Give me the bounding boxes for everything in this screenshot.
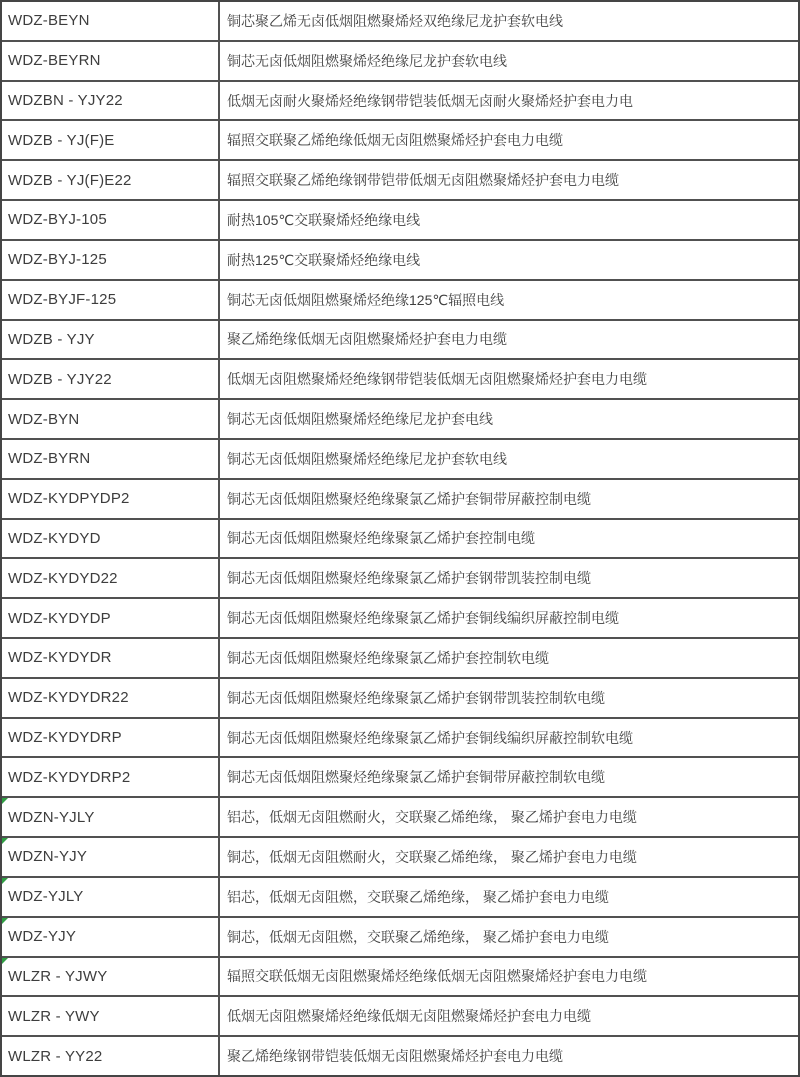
- description-text: 聚乙烯绝缘钢带铠装低烟无卤阻燃聚烯烃护套电力电缆: [227, 1048, 563, 1065]
- table-row: [2, 241, 798, 281]
- table-row: [2, 360, 798, 400]
- model-code-text: WDZBN - YJY22: [8, 92, 123, 110]
- model-code-text: WDZB - YJ(F)E22: [8, 171, 132, 189]
- model-code-text: WDZ-KYDYDR: [8, 649, 112, 667]
- model-code-text: WDZ-KYDYD22: [8, 569, 118, 587]
- model-cell[interactable]: [2, 838, 220, 876]
- table-row: [2, 997, 798, 1037]
- table-row: [2, 599, 798, 639]
- table-row: [2, 201, 798, 241]
- description-cell[interactable]: [220, 321, 798, 359]
- description-text: 铜芯无卤低烟阻燃聚烃绝缘聚氯乙烯护套铜带屏蔽控制软电缆: [227, 769, 605, 786]
- description-text: 辐照交联聚乙烯绝缘钢带铠带低烟无卤阻燃聚烯烃护套电力电缆: [227, 172, 619, 189]
- description-text: 铜芯无卤低烟阻燃聚烯烃绝缘尼龙护套软电线: [227, 52, 507, 69]
- model-cell[interactable]: [2, 719, 220, 757]
- description-cell[interactable]: [220, 559, 798, 597]
- description-cell[interactable]: [220, 639, 798, 677]
- description-cell[interactable]: [220, 360, 798, 398]
- description-cell[interactable]: [220, 121, 798, 159]
- excel-green-corner-icon: [2, 838, 8, 844]
- description-text: 铜芯无卤低烟阻燃聚烃绝缘聚氯乙烯护套铜线编织屏蔽控制软电缆: [227, 729, 633, 746]
- model-code-text: WLZR - YY22: [8, 1047, 103, 1065]
- table-row: [2, 400, 798, 440]
- description-text: 铜芯无卤低烟阻燃聚烃绝缘聚氯乙烯护套钢带凯装控制软电缆: [227, 689, 605, 706]
- model-cell[interactable]: [2, 480, 220, 518]
- table-row: [2, 559, 798, 599]
- description-text: 低烟无卤阻燃聚烯烃绝缘低烟无卤阻燃聚烯烃护套电力电缆: [227, 1008, 591, 1025]
- description-text: 耐热105℃交联聚烯烃绝缘电线: [227, 211, 421, 228]
- description-text: 铜芯，低烟无卤阻燃，交联聚乙烯绝缘， 聚乙烯护套电力电缆: [227, 928, 609, 945]
- table-row: [2, 520, 798, 560]
- model-cell[interactable]: [2, 639, 220, 677]
- model-code-text: WDZN-YJLY: [8, 808, 95, 826]
- description-cell[interactable]: [220, 161, 798, 199]
- model-cell[interactable]: [2, 281, 220, 319]
- table-row: [2, 958, 798, 998]
- table-row: [2, 480, 798, 520]
- model-code-text: WDZ-BEYN: [8, 12, 90, 30]
- description-cell[interactable]: [220, 241, 798, 279]
- description-cell[interactable]: [220, 201, 798, 239]
- description-cell[interactable]: [220, 838, 798, 876]
- model-code-text: WDZ-KYDYDP: [8, 609, 111, 627]
- table-row: [2, 798, 798, 838]
- description-cell[interactable]: [220, 281, 798, 319]
- table-row: [2, 679, 798, 719]
- description-text: 铝芯，低烟无卤阻燃，交联聚乙烯绝缘， 聚乙烯护套电力电缆: [227, 888, 609, 905]
- model-code-text: WDZ-BYJ-125: [8, 251, 107, 269]
- model-cell[interactable]: [2, 958, 220, 996]
- description-cell[interactable]: [220, 2, 798, 40]
- model-code-text: WDZB - YJ(F)E: [8, 131, 115, 149]
- description-cell[interactable]: [220, 1037, 798, 1075]
- description-text: 铜芯无卤低烟阻燃聚烯烃绝缘125℃辐照电线: [227, 291, 505, 308]
- model-code-text: WLZR - YJWY: [8, 967, 108, 985]
- model-code-text: WDZB - YJY: [8, 330, 95, 348]
- model-code-text: WDZ-KYDYD: [8, 529, 101, 547]
- model-cell[interactable]: [2, 878, 220, 916]
- table-row: [2, 719, 798, 759]
- model-code-text: WDZ-KYDYDRP: [8, 729, 122, 747]
- table-row: [2, 82, 798, 122]
- model-code-text: WDZ-YJY: [8, 928, 77, 946]
- model-cell[interactable]: [2, 758, 220, 796]
- description-text: 铜芯无卤低烟阻燃聚烃绝缘聚氯乙烯护套铜线编织屏蔽控制电缆: [227, 610, 619, 627]
- model-cell[interactable]: [2, 997, 220, 1035]
- model-cell[interactable]: [2, 121, 220, 159]
- description-cell[interactable]: [220, 997, 798, 1035]
- excel-green-corner-icon: [2, 918, 8, 924]
- table-row: [2, 281, 798, 321]
- model-cell[interactable]: [2, 559, 220, 597]
- model-cell[interactable]: [2, 400, 220, 438]
- model-cell[interactable]: [2, 918, 220, 956]
- description-text: 辐照交联低烟无卤阻燃聚烯烃绝缘低烟无卤阻燃聚烯烃护套电力电缆: [227, 968, 647, 985]
- model-cell[interactable]: [2, 82, 220, 120]
- description-cell[interactable]: [220, 599, 798, 637]
- model-code-text: WDZ-BYRN: [8, 450, 91, 468]
- description-text: 辐照交联聚乙烯绝缘低烟无卤阻燃聚烯烃护套电力电缆: [227, 132, 563, 149]
- description-text: 铝芯，低烟无卤阻燃耐火，交联聚乙烯绝缘， 聚乙烯护套电力电缆: [227, 809, 637, 826]
- description-cell[interactable]: [220, 918, 798, 956]
- table-row: [2, 758, 798, 798]
- model-cell[interactable]: [2, 360, 220, 398]
- table-row: [2, 440, 798, 480]
- model-cell[interactable]: [2, 520, 220, 558]
- model-code-text: WDZ-BYN: [8, 410, 80, 428]
- description-text: 铜芯无卤低烟阻燃聚烃绝缘聚氯乙烯护套控制软电缆: [227, 649, 549, 666]
- description-text: 铜芯无卤低烟阻燃聚烃绝缘聚氯乙烯护套钢带凯装控制电缆: [227, 570, 591, 587]
- model-cell[interactable]: [2, 1037, 220, 1075]
- table-row: [2, 918, 798, 958]
- description-cell[interactable]: [220, 719, 798, 757]
- table-row: [2, 161, 798, 201]
- description-cell[interactable]: [220, 798, 798, 836]
- model-code-text: WDZ-BEYRN: [8, 52, 101, 70]
- description-cell[interactable]: [220, 82, 798, 120]
- description-cell[interactable]: [220, 758, 798, 796]
- model-code-text: WDZN-YJY: [8, 848, 88, 866]
- table-row: [2, 42, 798, 82]
- model-code-text: WDZ-YJLY: [8, 888, 84, 906]
- description-text: 铜芯无卤低烟阻燃聚烯烃绝缘尼龙护套软电线: [227, 450, 507, 467]
- model-code-text: WDZ-KYDYDRP2: [8, 768, 131, 786]
- model-cell[interactable]: [2, 161, 220, 199]
- model-cell[interactable]: [2, 679, 220, 717]
- description-cell[interactable]: [220, 958, 798, 996]
- excel-green-corner-icon: [2, 958, 8, 964]
- model-cell[interactable]: [2, 440, 220, 478]
- table-row: [2, 878, 798, 918]
- model-code-text: WDZB - YJY22: [8, 370, 112, 388]
- description-text: 铜芯，低烟无卤阻燃耐火，交联聚乙烯绝缘， 聚乙烯护套电力电缆: [227, 848, 637, 865]
- table-row: [2, 838, 798, 878]
- description-cell[interactable]: [220, 440, 798, 478]
- description-text: 铜芯无卤低烟阻燃聚烃绝缘聚氯乙烯护套控制电缆: [227, 530, 535, 547]
- model-code-text: WDZ-BYJ-105: [8, 211, 107, 229]
- table-row: [2, 2, 798, 42]
- model-cell[interactable]: [2, 42, 220, 80]
- description-cell[interactable]: [220, 520, 798, 558]
- description-text: 铜芯聚乙烯无卤低烟阻燃聚烯烃双绝缘尼龙护套软电线: [227, 12, 563, 29]
- description-cell[interactable]: [220, 480, 798, 518]
- description-cell[interactable]: [220, 878, 798, 916]
- description-text: 低烟无卤阻燃聚烯烃绝缘钢带铠装低烟无卤阻燃聚烯烃护套电力电缆: [227, 371, 647, 388]
- model-code-text: WDZ-KYDYDR22: [8, 689, 129, 707]
- description-text: 铜芯无卤低烟阻燃聚烃绝缘聚氯乙烯护套铜带屏蔽控制电缆: [227, 490, 591, 507]
- description-text: 耐热125℃交联聚烯烃绝缘电线: [227, 251, 421, 268]
- model-cell[interactable]: [2, 798, 220, 836]
- model-cell[interactable]: [2, 321, 220, 359]
- description-text: 铜芯无卤低烟阻燃聚烯烃绝缘尼龙护套电线: [227, 411, 493, 428]
- description-cell[interactable]: [220, 42, 798, 80]
- model-cell[interactable]: [2, 2, 220, 40]
- model-code-text: WDZ-KYDPYDP2: [8, 490, 130, 508]
- model-code-text: WLZR - YWY: [8, 1007, 100, 1025]
- model-code-text: WDZ-BYJF-125: [8, 291, 117, 309]
- excel-green-corner-icon: [2, 878, 8, 884]
- table-row: [2, 321, 798, 361]
- description-cell[interactable]: [220, 400, 798, 438]
- description-cell[interactable]: [220, 679, 798, 717]
- model-cell[interactable]: [2, 599, 220, 637]
- excel-green-corner-icon: [2, 798, 8, 804]
- table-row: [2, 121, 798, 161]
- model-cell[interactable]: [2, 201, 220, 239]
- table-row: [2, 1037, 798, 1075]
- model-cell[interactable]: [2, 241, 220, 279]
- description-text: 低烟无卤耐火聚烯烃绝缘钢带铠装低烟无卤耐火聚烯烃护套电力电: [227, 92, 633, 109]
- table-row: [2, 639, 798, 679]
- description-text: 聚乙烯绝缘低烟无卤阻燃聚烯烃护套电力电缆: [227, 331, 507, 348]
